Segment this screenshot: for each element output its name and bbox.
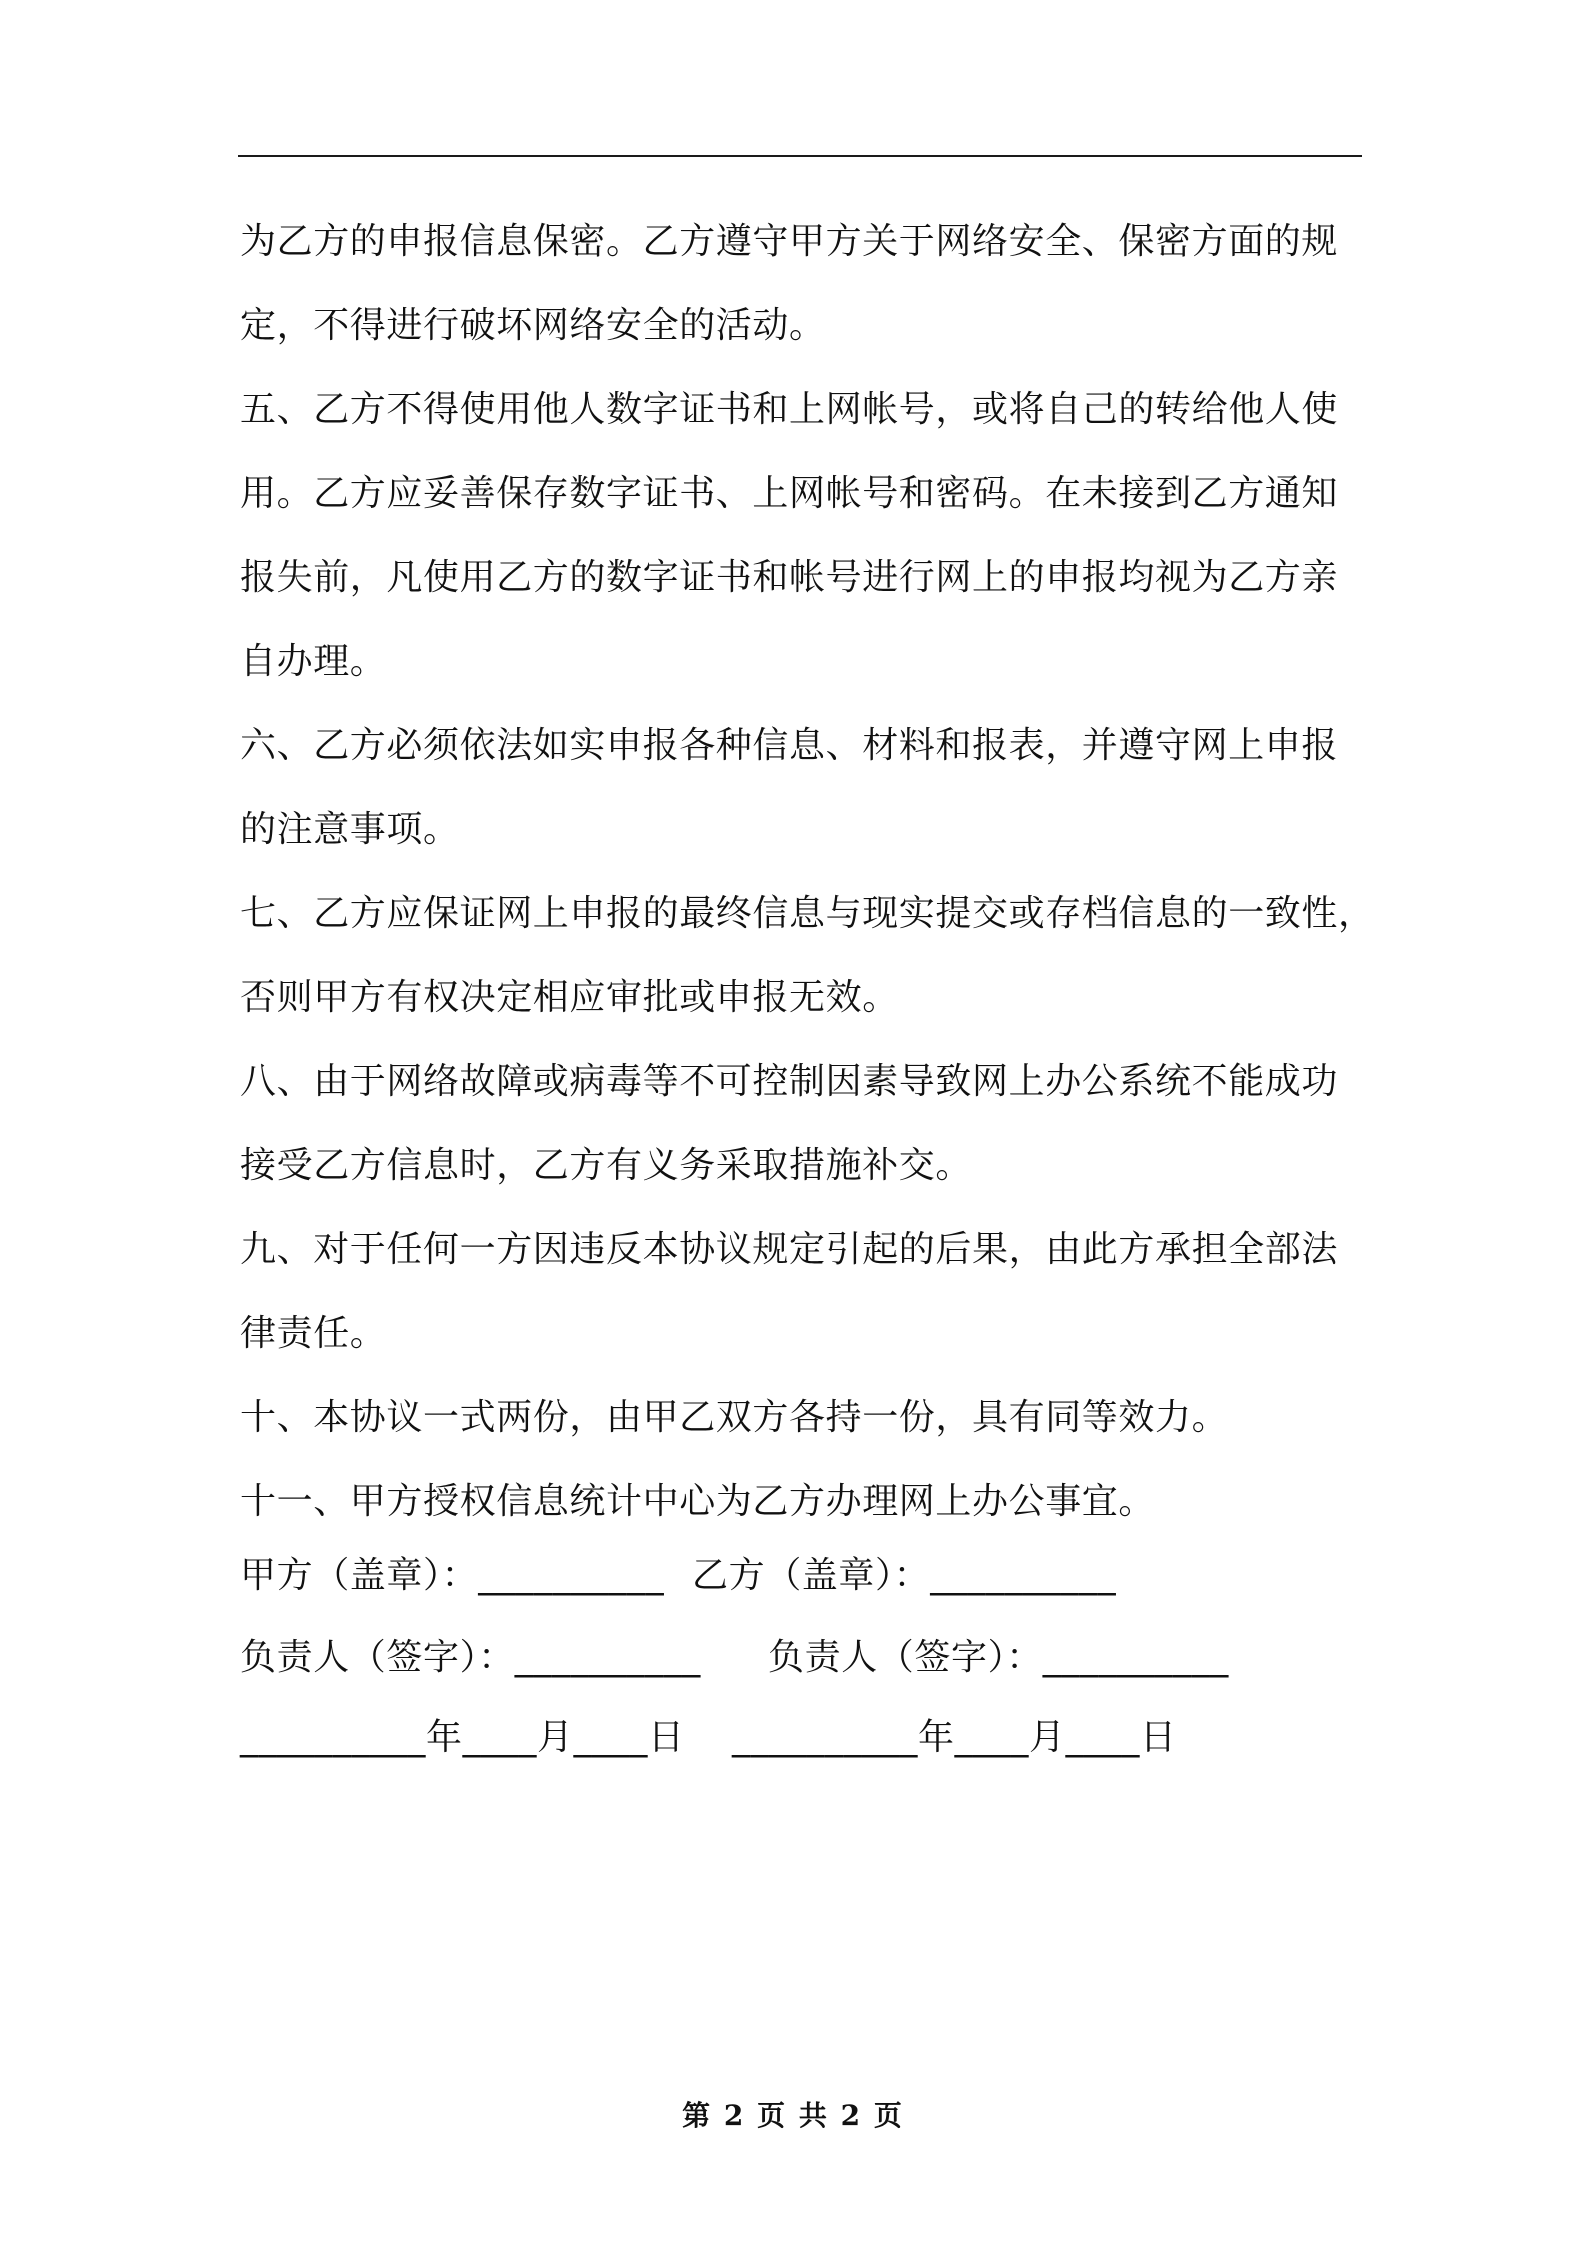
clause-10-line: 十、本协议一式两份，由甲乙双方各持一份，具有同等效力。	[240, 1397, 1229, 1438]
party-a-signatory-field: 负责人（签字）：__________	[240, 1637, 701, 1678]
agreement-body	[240, 200, 1375, 1544]
clause-11-line: 十一、甲方授权信息统计中心为乙方办理网上办公事宜。	[240, 1481, 1156, 1522]
clause-7-line: 否则甲方有权决定相应审批或申报无效。	[240, 977, 899, 1018]
party-b-seal-field: 乙方（盖章）：__________	[692, 1555, 1117, 1596]
clause-6-line: 六、乙方必须依法如实申报各种信息、材料和报表，并遵守网上申报	[240, 725, 1339, 766]
clause-9-line: 九、对于任何一方因违反本协议规定引起的后果，由此方承担全部法	[240, 1229, 1339, 1270]
clause-5-line: 五、乙方不得使用他人数字证书和上网帐号，或将自己的转给他人使	[240, 389, 1339, 430]
clause-5-line: 自办理。	[240, 641, 387, 682]
page-number-footer: 第 2 页 共 2 页	[682, 2099, 904, 2132]
clause-6-line: 的注意事项。	[240, 809, 460, 850]
body-line: 定，不得进行破坏网络安全的活动。	[240, 305, 826, 346]
party-b-date-field: __________年____月____日	[732, 1717, 1177, 1758]
party-b-signatory-field: 负责人（签字）：__________	[768, 1637, 1229, 1678]
body-line: 为乙方的申报信息保密。乙方遵守甲方关于网络安全、保密方面的规	[240, 221, 1339, 262]
header-rule	[238, 155, 1362, 157]
party-a-date-field: __________年____月____日	[240, 1717, 685, 1758]
clause-8-line: 八、由于网络故障或病毒等不可控制因素导致网上办公系统不能成功	[240, 1061, 1339, 1102]
clause-8-line: 接受乙方信息时，乙方有义务采取措施补交。	[240, 1145, 973, 1186]
clause-5-line: 报失前，凡使用乙方的数字证书和帐号进行网上的申报均视为乙方亲	[240, 557, 1339, 598]
clause-7-line: 七、乙方应保证网上申报的最终信息与现实提交或存档信息的一致性，	[240, 893, 1375, 934]
clause-5-line: 用。乙方应妥善保存数字证书、上网帐号和密码。在未接到乙方通知	[240, 473, 1339, 514]
clause-9-line: 律责任。	[240, 1313, 387, 1354]
party-a-seal-field: 甲方（盖章）：__________	[240, 1555, 665, 1596]
